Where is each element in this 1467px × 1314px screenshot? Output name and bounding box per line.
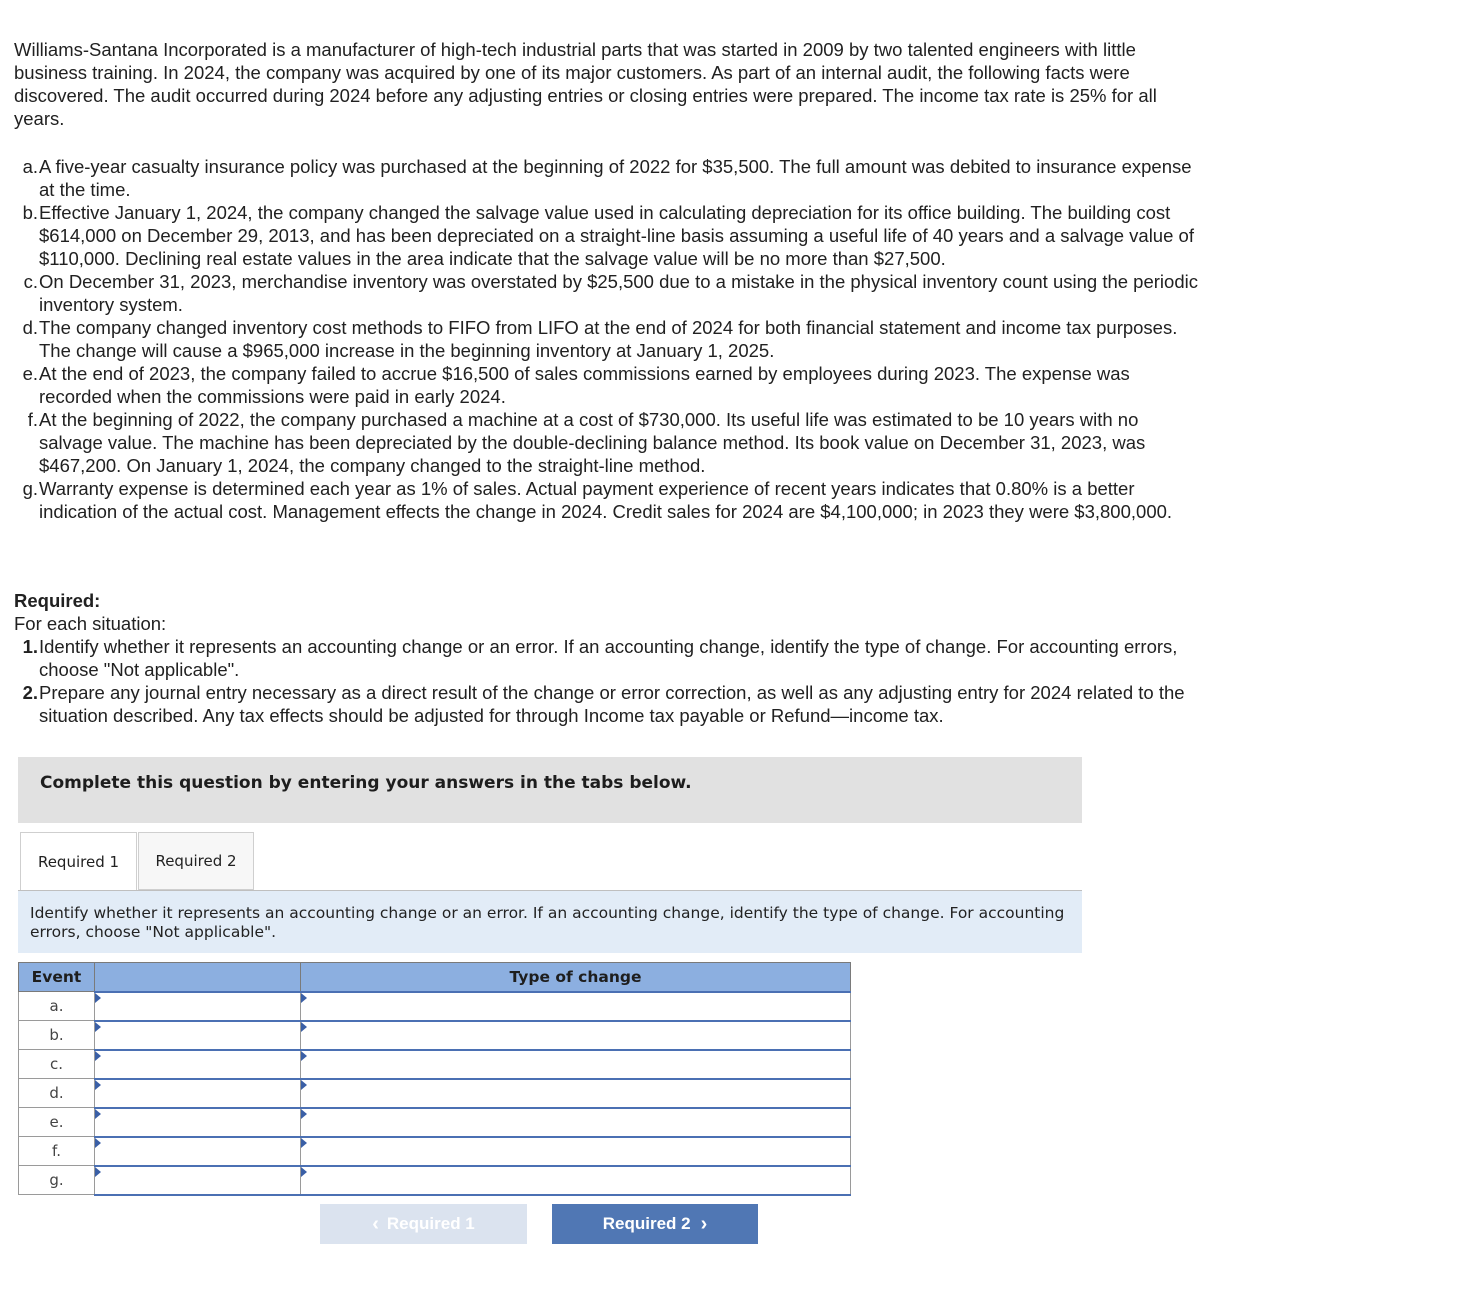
type-of-change-dropdown[interactable] [301,1050,851,1079]
event-label: e. [19,1108,95,1137]
tab-instruction: Identify whether it represents an accounting change or an error. If an accounting change, identify the type of change. For accounting errors, choose "Not applicable". [18,891,1082,953]
required-item-1 [14,635,1199,681]
required-item-2 [14,681,1199,727]
fact-item-e [14,362,1199,408]
previous-required-label: Required 1 [386,1214,475,1233]
next-required-button[interactable] [552,1204,758,1244]
table-row [19,992,851,1021]
required-text: Identify whether it represents an accounting change or an error. If an accounting change, identify the type of change. For accounting errors, choose "Not applicable". [39,636,1178,680]
type-of-change-dropdown[interactable] [301,1137,851,1166]
chevron-left-icon: ‹ [372,1213,379,1235]
table-row [19,1137,851,1166]
required-marker: 2. [22,682,38,703]
change-or-error-dropdown[interactable] [95,1166,301,1195]
table-row [19,1079,851,1108]
fact-text: On December 31, 2023, merchandise inventory was overstated by $25,500 due to a mistake in the physical inventory count using the periodic inventory system. [39,271,1198,315]
event-label: f. [19,1137,95,1166]
event-label: c. [19,1050,95,1079]
required-heading: Required: [14,590,101,611]
fact-item-b [14,201,1199,270]
problem-intro: Williams-Santana Incorporated is a manufacturer of high-tech industrial parts that was started in 2009 by two talented engineers with little business training. In 2024, the company was acquired by one of its major customers. As part of an internal audit, the following facts were discovered. The audit occurred during 2024 before any adjusting entries or closing entries were prepared. The income tax rate is 25% for all years. [14,39,1157,129]
header-event: Event [19,963,95,992]
type-of-change-dropdown[interactable] [301,1079,851,1108]
fact-item-d [14,316,1199,362]
required-marker: 1. [22,636,38,657]
type-of-change-dropdown[interactable] [301,1166,851,1195]
type-of-change-dropdown[interactable] [301,1108,851,1137]
change-or-error-select[interactable] [95,1167,300,1194]
fact-item-f [14,408,1199,477]
required-subheading: For each situation: [14,613,167,634]
change-or-error-select[interactable] [95,1022,300,1049]
type-of-change-select[interactable] [301,1022,850,1049]
change-or-error-dropdown[interactable] [95,1137,301,1166]
fact-marker: d. [22,317,38,338]
fact-text: The company changed inventory cost methods to FIFO from LIFO at the end of 2024 for both financial statement and income tax purposes. The change will cause a $965,000 increase in the beginning inventory at January 1, 2025. [39,317,1178,361]
fact-text: Warranty expense is determined each year as 1% of sales. Actual payment experience of recent years indicates that 0.80% is a better indication of the actual cost. Management effects the change in 2024. Credit sales for 2024 are $4,100,000; in 2023 they were $3,800,000. [39,478,1173,522]
change-or-error-select[interactable] [95,1109,300,1136]
change-or-error-select[interactable] [95,1051,300,1078]
change-or-error-dropdown[interactable] [95,1108,301,1137]
type-of-change-dropdown[interactable] [301,992,851,1021]
header-change-or-error [95,963,301,992]
facts-list [14,155,1199,523]
table-row [19,1166,851,1195]
next-required-label: Required 2 [602,1214,691,1233]
change-or-error-select[interactable] [95,1080,300,1107]
table-row [19,1050,851,1079]
event-label: d. [19,1079,95,1108]
fact-marker: b. [22,202,38,223]
fact-item-g [14,477,1199,523]
fact-marker: e. [22,363,38,384]
table-row [19,1108,851,1137]
tab-required-1[interactable]: Required 1 [20,832,137,891]
change-or-error-dropdown[interactable] [95,1050,301,1079]
fact-marker: c. [23,271,38,292]
type-of-change-select[interactable] [301,1109,850,1136]
fact-text: At the beginning of 2022, the company purchased a machine at a cost of $730,000. Its useful life was estimated to be 10 years with no salvage value. The machine has been depreciated by the double-declining balance method. Its book value on December 31, 2023, was $467,200. On January 1, 2024, the company changed to the straight-line method. [39,409,1146,476]
fact-text: A five-year casualty insurance policy was purchased at the beginning of 2022 for $35,500. The full amount was debited to insurance expense at the time. [39,156,1192,200]
header-type-of-change: Type of change [301,963,851,992]
fact-marker: f. [27,409,38,430]
change-or-error-select[interactable] [95,1138,300,1165]
required-list [14,635,1199,727]
event-label: b. [19,1021,95,1050]
fact-marker: g. [22,478,38,499]
required-text: Prepare any journal entry necessary as a direct result of the change or error correction, as well as any adjusting entry for 2024 related to the situation described. Any tax effects should be adjusted for through Income tax payable or Refund—income tax. [39,682,1185,726]
type-of-change-select[interactable] [301,1138,850,1165]
type-of-change-select[interactable] [301,1080,850,1107]
type-of-change-select[interactable] [301,1167,850,1194]
type-of-change-select[interactable] [301,993,850,1020]
table-row [19,1021,851,1050]
change-or-error-dropdown[interactable] [95,992,301,1021]
instructions-banner: Complete this question by entering your answers in the tabs below. [18,757,1082,823]
answer-table [18,962,851,1196]
fact-item-a [14,155,1199,201]
fact-item-c [14,270,1199,316]
chevron-right-icon: › [700,1213,708,1235]
change-or-error-select[interactable] [95,993,300,1020]
type-of-change-dropdown[interactable] [301,1021,851,1050]
event-label: g. [19,1166,95,1195]
previous-required-button[interactable] [320,1204,527,1244]
type-of-change-select[interactable] [301,1051,850,1078]
fact-marker: a. [22,156,38,177]
fact-text: At the end of 2023, the company failed to accrue $16,500 of sales commissions earned by employees during 2023. The expense was recorded when the commissions were paid in early 2024. [39,363,1130,407]
event-label: a. [19,992,95,1021]
fact-text: Effective January 1, 2024, the company changed the salvage value used in calculating depreciation for its office building. The building cost $614,000 on December 29, 2013, and has been depreciated on a straight-line basis assuming a useful life of 40 years and a salvage value of $110,000. Declining real estate values in the area indicate that the salvage value will be no more than $27,500. [39,202,1194,269]
tab-required-2[interactable]: Required 2 [138,832,254,890]
change-or-error-dropdown[interactable] [95,1021,301,1050]
change-or-error-dropdown[interactable] [95,1079,301,1108]
